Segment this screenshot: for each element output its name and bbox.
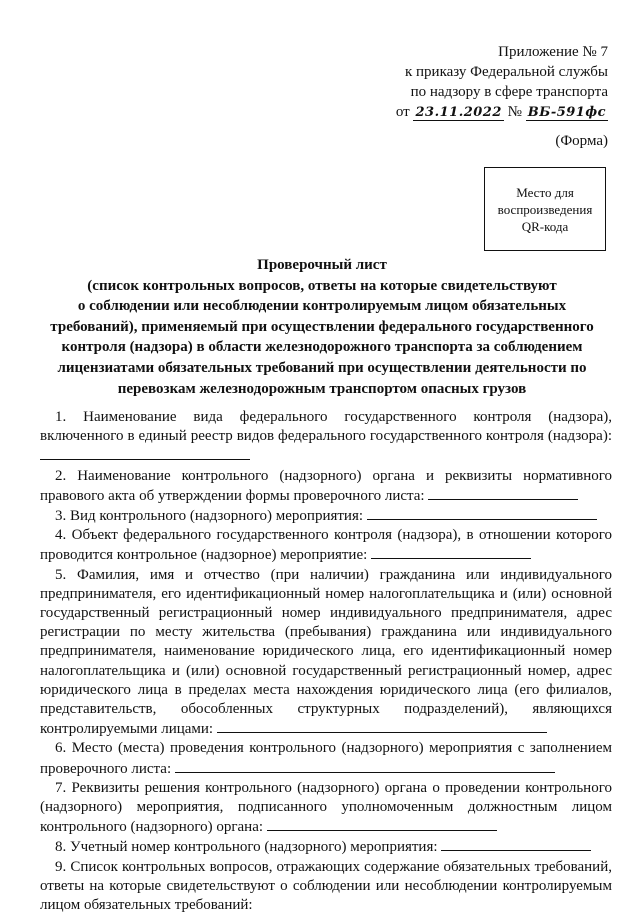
item-text: 8. Учетный номер контрольного (надзорного) мероприятия: xyxy=(55,839,438,856)
fill-in-line[interactable] xyxy=(367,506,597,520)
form-item-4 xyxy=(40,526,612,565)
item-text: 5. Фамилия, имя и отчество (при наличии) гражданина или индивидуального предпринимателя, его идентификационный номер налогоплательщика и (или) основной государственный регистрационный номер индивидуального предпринимателя, адрес регистрации по месту жительства (пребывания) гражданина или индивидуального предпринимателя, наименование юридического лица, его идентификационный номер налогоплательщика и (или) основной государственный регистрационный номер, адрес юридического лица в пределах места нахождения юридического лица (его филиалов, представительств, обособленных структурных подразделений), являющихся контролируемыми лицами: xyxy=(40,566,612,738)
fill-in-line[interactable] xyxy=(441,837,591,851)
form-item-5 xyxy=(40,566,612,740)
form-item-8 xyxy=(40,837,612,857)
fill-in-line[interactable] xyxy=(40,446,250,460)
qr-box-line: QR-кода xyxy=(521,218,569,234)
order-date-line xyxy=(396,102,608,123)
title-line: Проверочный лист xyxy=(257,257,387,273)
form-item-3 xyxy=(40,506,612,526)
form-label: (Форма) xyxy=(555,133,608,149)
fill-in-line[interactable] xyxy=(175,759,555,773)
qr-box-line: воспроизведения xyxy=(497,201,593,217)
fill-in-line[interactable] xyxy=(428,486,578,500)
document-title xyxy=(38,255,606,399)
item-text: 7. Реквизиты решения контрольного (надзорного) органа о проведении контрольного (надзорного) мероприятия, подписанного уполномоченным должностным лицом контрольного (надзорного) органа: xyxy=(40,779,612,836)
title-line: контроля (надзора) в области железнодорожного транспорта за соблюдением xyxy=(61,339,583,356)
qr-code-placeholder xyxy=(484,167,606,251)
title-line: перевозкам железнодорожным транспортом опасных грузов xyxy=(117,380,527,397)
item-text: 3. Вид контрольного (надзорного) мероприятия: xyxy=(55,508,364,525)
order-number: ВБ-591фс xyxy=(527,105,606,120)
fill-in-line[interactable] xyxy=(371,545,531,559)
order-date: 23.11.2022 xyxy=(415,105,502,120)
order-reference: к приказу Федеральной службы xyxy=(404,64,608,80)
item-text: 1. Наименование вида федерального государственного контроля (надзора), включенного в единый реестр видов федерального государственного контроля (надзора): xyxy=(40,409,612,445)
fill-in-line[interactable] xyxy=(267,817,497,831)
form-items xyxy=(40,408,612,915)
date-prefix: от xyxy=(395,104,410,120)
item-text: 6. Место (места) проведения контрольного (надзорного) мероприятия с заполнением проверочного листа: xyxy=(40,740,612,777)
form-item-1 xyxy=(40,408,612,467)
number-label: № xyxy=(507,104,522,120)
title-line: (список контрольных вопросов, ответы на которые свидетельствуют xyxy=(87,277,557,294)
item-text: 4. Объект федерального государственного контроля (надзора), в отношении которого проводится контрольное (надзорное) мероприятие: xyxy=(40,527,612,564)
item-text: 9. Список контрольных вопросов, отражающих содержание обязательных требований, ответы на которые свидетельствуют о соблюдении или несоблюдении контролируемым лицом обязательных требований: xyxy=(40,858,612,914)
appendix-number: Приложение № 7 xyxy=(498,44,608,60)
item-text: 2. Наименование контрольного (надзорного) органа и реквизиты нормативного правового акта об утверждении формы проверочного листа: xyxy=(40,467,612,504)
form-item-6 xyxy=(40,739,612,778)
form-item-7 xyxy=(40,779,612,838)
title-line: требований), применяемый при осуществлении федерального государственного xyxy=(50,318,594,335)
appendix-header xyxy=(396,42,608,123)
form-item-9 xyxy=(40,858,612,915)
fill-in-line[interactable] xyxy=(217,719,547,733)
agency-name: по надзору в сфере транспорта xyxy=(410,84,608,100)
form-item-2 xyxy=(40,467,612,506)
title-line: о соблюдении или несоблюдении контролируемым лицом обязательных xyxy=(77,298,567,315)
title-line: лицензиатами обязательных требований при осуществлении деятельности по xyxy=(57,359,587,376)
qr-box-line: Место для xyxy=(516,184,574,200)
